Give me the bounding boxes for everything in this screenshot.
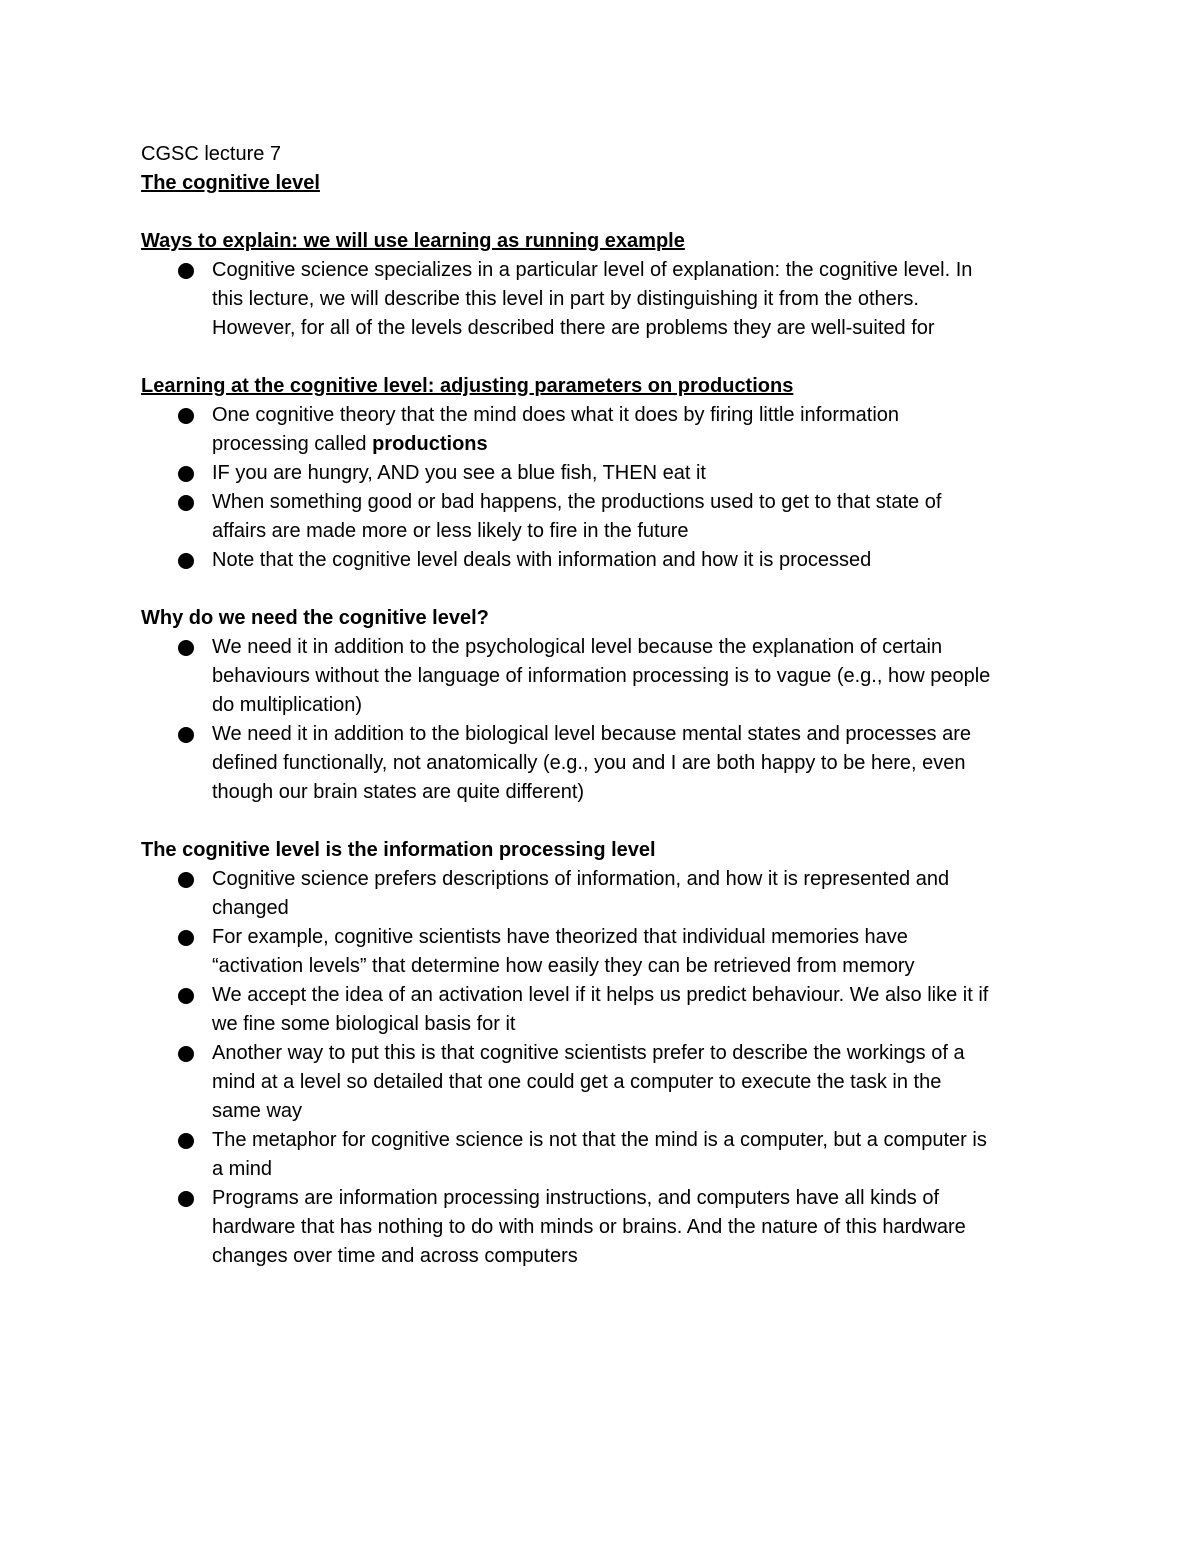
line-text: When something good or bad happens, the productions used to get to that state of (212, 491, 942, 513)
bullet-icon (178, 1046, 194, 1062)
line-text: Cognitive science specializes in a particular level of explanation: the cognitive level. In (212, 259, 973, 281)
line-text-part: processing called (212, 433, 373, 455)
line-text: a mind (212, 1158, 273, 1180)
line-text: this lecture, we will describe this level in part by distinguishing it from the others. (212, 288, 919, 310)
list-item (141, 1184, 1071, 1271)
section-information-processing-level (141, 836, 1071, 1271)
section-ways-to-explain (141, 227, 1071, 343)
line-text: The metaphor for cognitive science is not that the mind is a computer, but a computer is (212, 1129, 987, 1151)
bullet-icon (178, 930, 194, 946)
line-text: Cognitive science prefers descriptions of information, and how it is represented and (212, 868, 950, 890)
bullet-list (141, 865, 1071, 1271)
line-text: “activation levels” that determine how easily they can be retrieved from memory (212, 955, 915, 977)
line-text: defined functionally, not anatomically (e.g., you and I are both happy to be here, even (212, 752, 966, 774)
list-item (141, 1126, 1071, 1184)
bullet-icon (178, 640, 194, 656)
section-heading: The cognitive level is the information processing level (141, 839, 656, 861)
bullet-icon (178, 1133, 194, 1149)
line-text: changed (212, 897, 289, 919)
section-heading: Why do we need the cognitive level? (141, 607, 489, 629)
list-item (141, 401, 1071, 459)
bullet-icon (178, 263, 194, 279)
list-item (141, 720, 1071, 807)
document-title: CGSC lecture 7 (141, 143, 282, 165)
bold-term: productions (372, 433, 488, 455)
line-text: For example, cognitive scientists have theorized that individual memories have (212, 926, 908, 948)
bullet-icon (178, 495, 194, 511)
bullet-list (141, 256, 1071, 343)
section-learning-cognitive-level (141, 372, 1071, 575)
list-item (141, 923, 1071, 981)
line-text: However, for all of the levels described there are problems they are well-suited for (212, 317, 935, 339)
bullet-icon (178, 727, 194, 743)
list-item (141, 488, 1071, 546)
line-text (212, 430, 1071, 459)
line-text: We accept the idea of an activation level if it helps us predict behaviour. We also like it if (212, 984, 989, 1006)
bullet-list (141, 633, 1071, 807)
line-text: though our brain states are quite different) (212, 781, 585, 803)
bullet-icon (178, 1191, 194, 1207)
line-text: We need it in addition to the biological level because mental states and processes are (212, 723, 971, 745)
line-text: hardware that has nothing to do with minds or brains. And the nature of this hardware (212, 1216, 966, 1238)
line-text: same way (212, 1100, 303, 1122)
line-text: we fine some biological basis for it (212, 1013, 516, 1035)
line-text: Another way to put this is that cognitive scientists prefer to describe the workings of a (212, 1042, 965, 1064)
bullet-icon (178, 466, 194, 482)
bullet-icon (178, 872, 194, 888)
list-item (141, 459, 1071, 488)
line-text: behaviours without the language of information processing is to vague (e.g., how people (212, 665, 991, 687)
line-text: One cognitive theory that the mind does what it does by firing little information (212, 404, 900, 426)
list-item (141, 1039, 1071, 1126)
document-subtitle: The cognitive level (141, 172, 320, 194)
list-item (141, 546, 1071, 575)
bullet-list (141, 401, 1071, 575)
line-text: changes over time and across computers (212, 1245, 578, 1267)
list-item (141, 981, 1071, 1039)
section-heading: Learning at the cognitive level: adjusting parameters on productions (141, 375, 794, 397)
list-item (141, 865, 1071, 923)
line-text: Programs are information processing instructions, and computers have all kinds of (212, 1187, 940, 1209)
section-heading: Ways to explain: we will use learning as running example (141, 230, 685, 252)
line-text: do multiplication) (212, 694, 363, 716)
bullet-icon (178, 988, 194, 1004)
bullet-icon (178, 553, 194, 569)
list-item (141, 256, 1071, 343)
document-page (141, 140, 1071, 1271)
line-text: IF you are hungry, AND you see a blue fish, THEN eat it (212, 462, 706, 484)
line-text: affairs are made more or less likely to fire in the future (212, 520, 689, 542)
line-text: We need it in addition to the psychological level because the explanation of certain (212, 636, 943, 658)
line-text: mind at a level so detailed that one could get a computer to execute the task in the (212, 1071, 942, 1093)
section-why-cognitive-level (141, 604, 1071, 807)
line-text: Note that the cognitive level deals with information and how it is processed (212, 549, 872, 571)
bullet-icon (178, 408, 194, 424)
list-item (141, 633, 1071, 720)
